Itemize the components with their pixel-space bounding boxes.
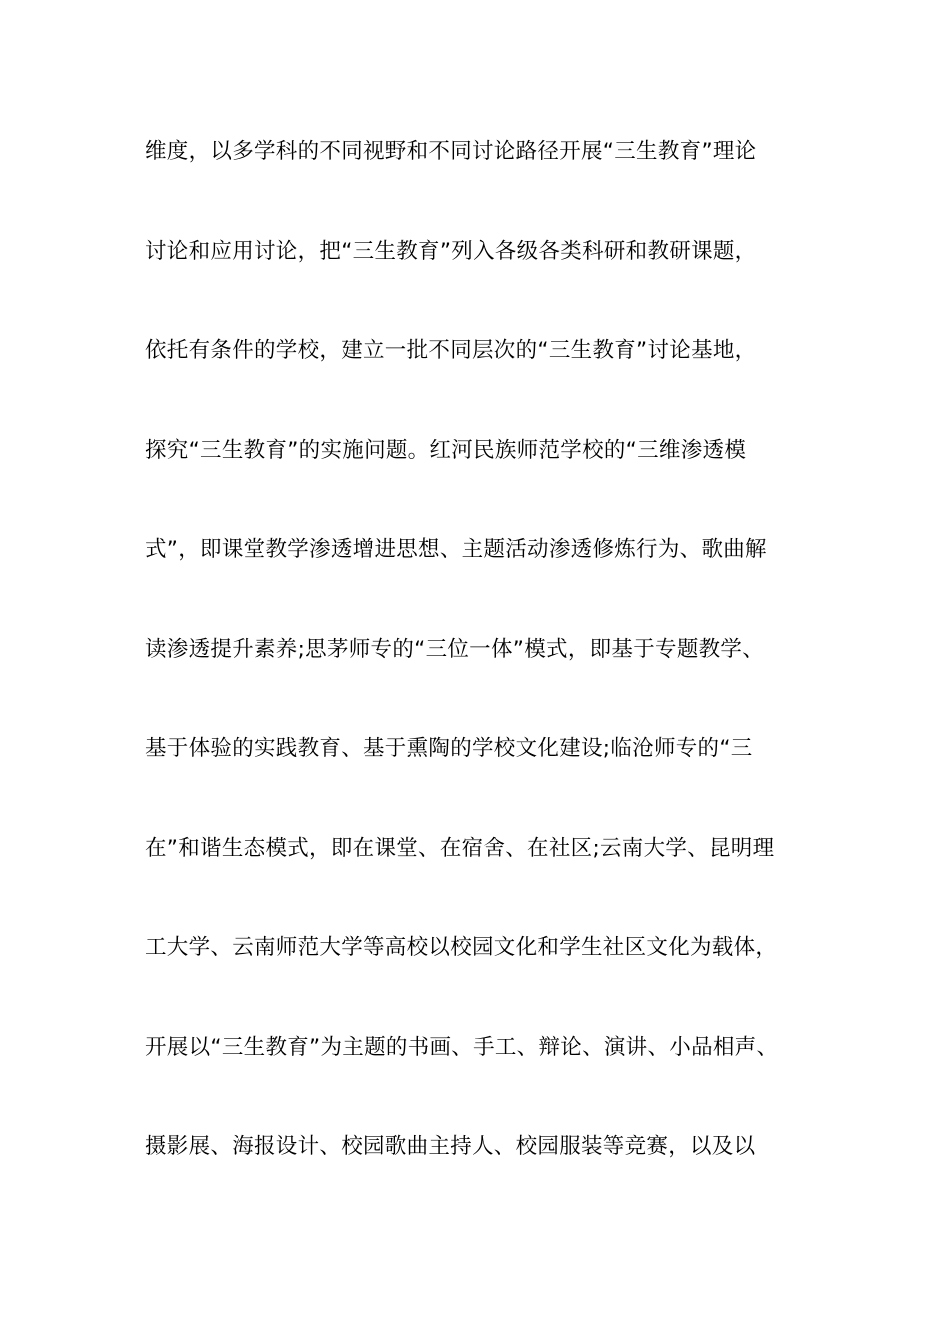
- text-line-11: 摄影展、海报设计、校园歌曲主持人、校园服装等竞赛，以及以: [145, 1134, 756, 1159]
- text-line-8: 在”和谐生态模式，即在课堂、在宿舍、在社区;云南大学、昆明理: [145, 835, 775, 861]
- text-line-6: 读渗透提升素养;思茅师专的“三位一体”模式，即基于专题教学、: [145, 636, 765, 662]
- body-text: [145, 130, 825, 1225]
- text-line-3: 依托有条件的学校，建立一批不同层次的“三生教育”讨论基地，: [145, 338, 757, 363]
- text-line-9: 工大学、云南师范大学等高校以校园文化和学生社区文化为载体，: [145, 935, 778, 960]
- text-line-2: 讨论和应用讨论，把“三生教育”列入各级各类科研和教研课题，: [145, 238, 757, 264]
- text-line-10: 开展以“三生教育”为主题的书画、手工、辩论、演讲、小品相声、: [145, 1034, 779, 1060]
- text-line-7: 基于体验的实践教育、基于熏陶的学校文化建设;临沧师专的“三: [145, 736, 753, 761]
- text-line-5: 式”，即课堂教学渗透增进思想、主题活动渗透修炼行为、歌曲解: [145, 537, 767, 562]
- text-line-1: 维度，以多学科的不同视野和不同讨论路径开展“三生教育”理论: [145, 139, 757, 164]
- text-line-4: 探究“三生教育”的实施问题。红河民族师范学校的“三维渗透模: [145, 437, 747, 463]
